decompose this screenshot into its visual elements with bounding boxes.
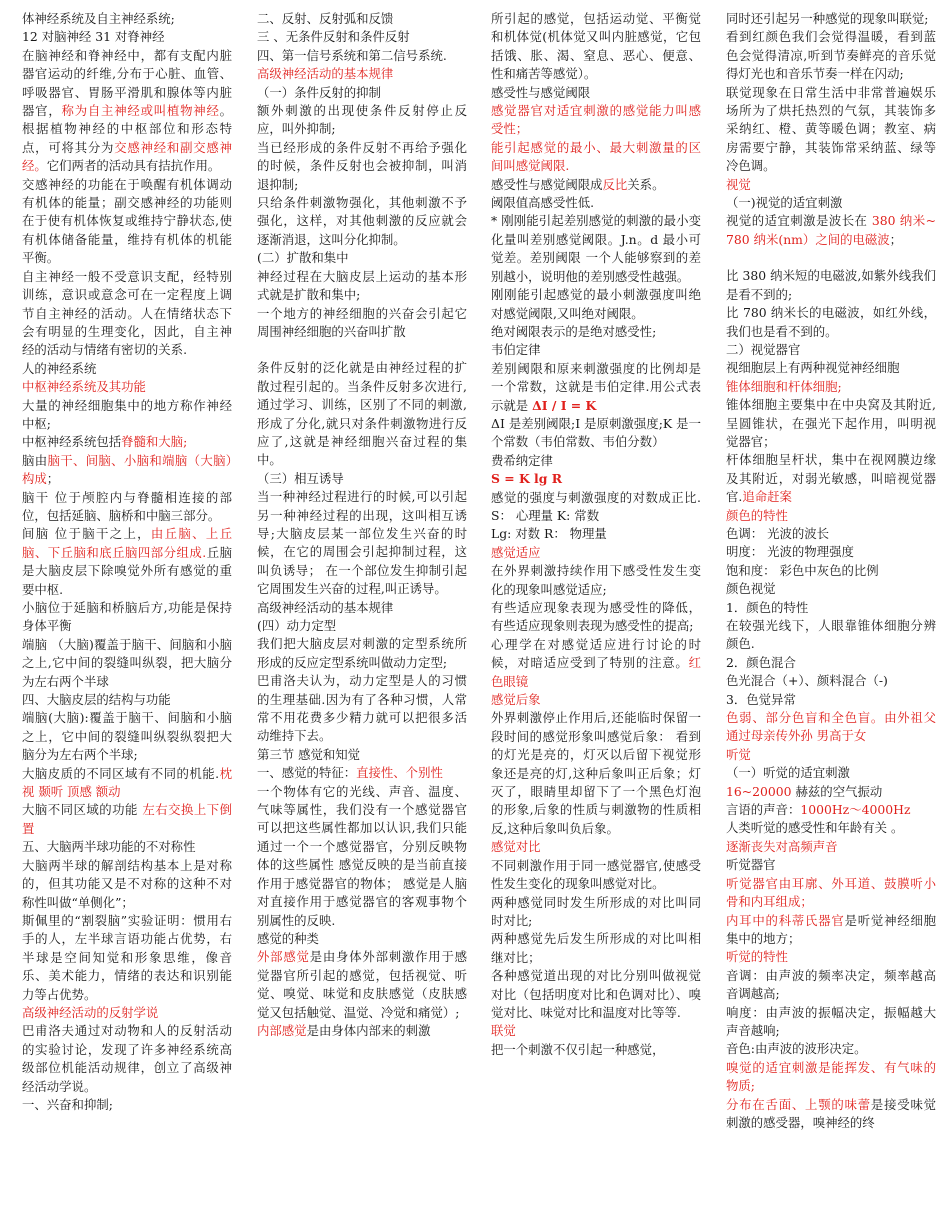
highlighted-text: 分布在舌面、上颚的味蕾 [726, 1096, 871, 1112]
text-paragraph [22, 1096, 232, 1114]
text-paragraph [22, 360, 232, 378]
text-run: 斯佩里的“割裂脑”实验证明：惯用右手的人，左半球言语功能占优势，右半球是空间知觉和形象思维，像音乐、美术能力，情绪的表达和识别能力等占优势。 [22, 912, 232, 1002]
text-column-4 [726, 10, 936, 1132]
highlighted-text: 高级神经活动的反射学说 [22, 1004, 159, 1020]
text-run: 是由身体外部刺激作用于感觉器官所引起的感觉，包括视觉、听觉、嗅觉、味觉和皮肤感觉（皮肤感觉又包括触觉、温觉、冷觉和痛觉）; [257, 949, 468, 1020]
text-run: 视细胞层上有两种视觉神经细胞 [726, 360, 900, 376]
highlighted-text: 感觉后象 [491, 692, 541, 708]
text-paragraph [257, 617, 467, 635]
text-run: 一个地方的神经细胞的兴奋会引起它周围神经细胞的兴奋叫扩散 [257, 305, 467, 339]
highlighted-text: 16~20000 [726, 783, 792, 799]
text-paragraph [257, 488, 467, 598]
text-paragraph [491, 212, 701, 286]
text-paragraph [491, 709, 701, 838]
text-paragraph [726, 1059, 936, 1096]
text-run: 是听觉神经细胞集中的地方； [726, 912, 937, 946]
text-paragraph [726, 212, 936, 249]
text-paragraph [491, 894, 701, 931]
text-run: 比 380 纳米短的电磁波,如紫外线我们是看不到的; [726, 268, 936, 302]
text-paragraph [726, 451, 936, 506]
text-paragraph [491, 967, 701, 1022]
highlighted-text: 内部感觉 [257, 1022, 307, 1038]
text-run: 关系。 [627, 176, 665, 192]
text-paragraph [726, 709, 936, 746]
text-paragraph [491, 415, 701, 452]
text-paragraph [22, 912, 232, 1004]
text-run: 言语的声音： [726, 802, 801, 818]
highlighted-text: 380 纳米~780 纳米(nm）之间的电磁波 [726, 213, 936, 247]
highlighted-text: 感觉适应 [491, 544, 541, 560]
text-run: 外界刺激停止作用后,还能临时保留一段时间的感觉形象叫感觉后象： 看到的灯光是亮的，灯灭以后留下视觉形象还是亮的灯,这种后象叫正后象；灯灭了，眼睛里却留下了一个黑色灯泡的形象,后象的性质与刺激物的性质相反,这种后象叫负后象。 [491, 710, 701, 836]
text-paragraph [22, 176, 232, 268]
text-run: 间脑 位于脑干之上， [22, 526, 151, 542]
text-paragraph [726, 764, 936, 782]
text-paragraph [726, 359, 936, 377]
text-run: 端脑 （大脑)覆盖于脑干、间脑和小脑之上,它中间的裂缝叫纵裂，把大脑分为左右两个半球 [22, 636, 232, 689]
text-paragraph [257, 305, 467, 342]
text-run: 自主神经一般不受意识支配，经特别训练，意识或意念可在一定程度上调节自主神经的活动。人在情绪状态下会有明显的生理变化，因此，自主神经的活动与情绪有密切的关系. [22, 268, 232, 358]
text-paragraph [257, 599, 467, 617]
text-paragraph [491, 525, 701, 543]
text-run: 大脑皮质的不同区域有不同的机能. [22, 765, 220, 781]
text-paragraph [22, 691, 232, 709]
text-run: 小脑位于延脑和桥脑后方,功能是保持身体平衡 [22, 600, 232, 634]
highlighted-text: 联觉 [491, 1023, 516, 1039]
text-paragraph [726, 654, 936, 672]
text-paragraph [22, 801, 232, 838]
highlighted-text: 嗅觉的适宜刺激是能挥发、有气味的物质; [726, 1059, 936, 1094]
text-run: 2．颜色混合 [726, 654, 796, 670]
text-run: 1．颜色的特性 [726, 599, 809, 615]
highlighted-text: 逐渐丧失对高频声音 [726, 838, 838, 854]
highlighted-text: 听觉器官由耳廓、外耳道、鼓膜听小骨和内耳组成； [726, 875, 936, 910]
text-run: 各种感觉道出现的对比分别叫做视觉对比（包括明度对比和色调对比）、嗅觉对比、味觉对比和温度对比等等. [491, 968, 701, 1020]
text-run: （三）相互诱导 [257, 470, 344, 486]
text-run: 额外刺激的出现使条件反射停止反应，叫外抑制; [257, 103, 467, 137]
text-paragraph [257, 783, 467, 930]
text-paragraph [22, 636, 232, 691]
text-run: 饱和度： 彩色中灰色的比例 [726, 562, 879, 578]
text-paragraph [491, 194, 701, 212]
text-paragraph [257, 764, 467, 782]
text-paragraph [22, 452, 232, 489]
text-paragraph [726, 28, 936, 83]
text-run: 所引起的感觉，包括运动觉、平衡觉和机体觉(机体觉又叫内脏感觉，它包括饿、胀、渴、窒息、恶心、便意、性和痛苦等感觉）。 [491, 11, 701, 82]
text-run: ΔI 是差别阈限;I 是原刺激强度;K 是一个常数（韦伯常数、韦伯分数） [491, 415, 701, 450]
highlighted-text: 色弱、部分色盲和全色盲。由外祖父通过母亲传外孙 男高于女 [726, 710, 936, 744]
text-paragraph [257, 47, 467, 65]
text-run: 体神经系统及自主神经系统; [22, 11, 175, 26]
text-paragraph [491, 341, 701, 359]
highlighted-text: 交感神经和副交感神经。 [22, 139, 233, 174]
text-paragraph [257, 746, 467, 764]
text-run: 当一种神经过程进行的时候,可以引起另一种神经过程的出现，这叫相互诱导;大脑皮层某一部位发生兴奋的时候，在它的周围会引起抑制过程，这叫负诱导； 在一个部位发生抑制引起它周围发生兴奋的过程,叫正诱导。 [257, 489, 467, 597]
text-paragraph [726, 194, 936, 212]
text-run: （一）听觉的适宜刺激 [726, 765, 850, 781]
text-paragraph [257, 1022, 467, 1040]
text-paragraph [726, 562, 936, 580]
text-run: Lg: 对数 R： 物理量 [491, 526, 607, 542]
highlighted-text: 左右交换上下倒置 [22, 802, 232, 836]
text-run: 看到红颜色我们会觉得温暖，看到蓝色会觉得清凉,听到节奏鲜亮的音乐觉得灯光也和音乐节奏一样在闪动; [726, 29, 936, 82]
text-run: 不同刺激作用于同一感觉器官,使感受性发生变化的现象叫感觉对比。 [491, 857, 701, 892]
text-paragraph [491, 452, 701, 470]
text-run: 人的神经系统 [22, 360, 97, 376]
text-run: 响度：由声波的振幅决定，振幅越大声音越响; [726, 1004, 936, 1038]
text-paragraph [22, 525, 232, 599]
text-run: 感受性与感觉阈限 [491, 84, 591, 100]
text-run: 三 、无条件反射和条件反射 [257, 29, 410, 45]
text-run: * 刚刚能引起差别感觉的刺激的最小变化量叫差别感觉阈限。J.n。d 最小可觉差。差别阈限 一个人能够察到的差别越小，说明他的差别感受性越强。 [491, 213, 701, 284]
text-run: 感觉的种类 [257, 930, 319, 946]
text-run: 刚刚能引起感觉的最小刺激强度叫绝对感觉阈限,又叫绝对阈限。 [491, 287, 701, 321]
text-run: 中枢神经系统包括 [22, 434, 122, 450]
text-paragraph [491, 1022, 701, 1040]
text-paragraph [22, 765, 232, 802]
text-run: 在较强光线下，人眼靠锥体细胞分辨颜色. [726, 618, 936, 652]
text-run: 3．色觉异常 [726, 691, 796, 707]
highlighted-text: 听觉 [726, 746, 751, 762]
text-run: 五、大脑两半球功能的不对称性 [22, 839, 196, 855]
highlighted-text: ΔI / I = K [532, 397, 597, 413]
text-run: 感受性与感觉阈限成 [491, 176, 603, 192]
text-run: 比 780 纳米长的电磁波，如红外线，我们也是看不到的。 [726, 305, 936, 339]
text-run: 丘脑是大脑皮层下除嗅觉外所有感觉的重要中枢. [22, 544, 232, 597]
highlighted-text: 脊髓和大脑; [121, 434, 188, 450]
text-paragraph [726, 801, 936, 819]
text-run: 巴甫洛夫认为，动力定型是人的习惯的生理基础.因为有了各种习惯，人常常不用花费多少精力就可以把很多活动维持下去。 [257, 673, 467, 744]
text-paragraph [22, 10, 232, 28]
highlighted-text: 反比 [602, 176, 628, 192]
text-paragraph [491, 84, 701, 102]
text-paragraph [726, 672, 936, 690]
text-run: 同时还引起另一种感觉的现象叫联觉; [726, 11, 929, 26]
text-run: 脑由 [22, 452, 48, 468]
text-paragraph [726, 378, 936, 396]
highlighted-text: 能引起感觉的最小、最大刺激量的区间叫感觉阈限. [491, 139, 701, 174]
text-run: 感觉的强度与刺激强度的对数成正比.S： 心理量 K: 常数 [491, 489, 701, 523]
highlighted-text: 脑干、间脑、小脑和端脑（大脑）构成 [22, 452, 232, 487]
text-paragraph [491, 930, 701, 967]
text-paragraph [726, 304, 936, 341]
text-paragraph [726, 1040, 936, 1058]
highlighted-text: 感觉对比 [491, 839, 541, 855]
highlighted-text: 枕视 颞听 顶感 额动 [22, 765, 232, 800]
text-run: 韦伯定律 [491, 342, 541, 358]
highlighted-text: 红色眼镜 [491, 655, 701, 689]
text-paragraph [257, 28, 467, 46]
text-paragraph [22, 397, 232, 434]
text-paragraph [257, 930, 467, 948]
text-run: 。根据植物神经的中枢部位和形态特点，可将其分为 [22, 103, 233, 155]
text-paragraph [726, 599, 936, 617]
text-paragraph [491, 102, 701, 139]
text-run: 色调： 光波的波长 [726, 525, 830, 541]
text-paragraph [491, 857, 701, 894]
text-paragraph [726, 525, 936, 543]
text-run: 杆体细胞呈杆状，集中在视网膜边缘及其附近，对弱光敏感，叫暗视觉器官. [726, 452, 936, 505]
text-paragraph [726, 176, 936, 194]
text-run: 巴甫洛夫通过对动物和人的反射活动的实验讨论，发现了许多神经系统高级部位机能活动规律，创立了高级神经活动学说。 [22, 1023, 232, 1094]
text-run: 它们两者的活动具有拮抗作用。 [46, 158, 221, 174]
text-paragraph [491, 1041, 701, 1059]
text-run: 色光混合（+）、颜料混合（-) [726, 673, 888, 689]
text-paragraph [726, 875, 936, 912]
highlighted-text: 外部感觉 [257, 949, 310, 965]
text-paragraph [726, 948, 936, 966]
text-run: 二、反射、反射弧和反馈 [257, 11, 394, 26]
highlighted-text: 听觉的特性 [726, 949, 788, 965]
text-paragraph [257, 194, 467, 249]
text-run: 费希纳定律 [491, 452, 553, 468]
text-paragraph [257, 359, 467, 469]
highlighted-text: 视觉 [726, 176, 751, 192]
text-paragraph [726, 543, 936, 561]
text-paragraph [22, 489, 232, 526]
text-run: 在外界刺激持续作用下感受性发生变化的现象叫感觉适应; [491, 563, 701, 597]
text-run: （一）条件反射的抑制 [257, 84, 381, 100]
text-paragraph [257, 268, 467, 305]
text-run: 12 对脑神经 31 对脊神经 [22, 29, 165, 45]
text-paragraph [257, 672, 467, 746]
text-run: 神经过程在大脑皮层上运动的基本形式就是扩散和集中; [257, 268, 467, 303]
text-paragraph [22, 433, 232, 451]
text-run: 把一个刺激不仅引起一种感觉， [491, 1041, 665, 1057]
text-paragraph [491, 10, 701, 84]
text-run: 是接受味觉刺激的感受器，嗅神经的终 [726, 1096, 937, 1130]
text-paragraph [726, 1096, 936, 1133]
text-run: （一)视觉的适宜刺激 [726, 195, 843, 211]
text-paragraph [491, 489, 701, 526]
text-paragraph [257, 139, 467, 194]
text-run: 音调：由声波的频率决定，频率越高音调越高; [726, 967, 936, 1002]
highlighted-text: 颜色的特性 [726, 507, 788, 523]
text-run: 人类听觉的感受性和年龄有关 。 [726, 820, 904, 836]
text-paragraph [491, 360, 701, 415]
text-run: (二）扩散和集中 [257, 250, 349, 266]
text-paragraph [491, 286, 701, 323]
highlighted-text: 直接性、个别性 [356, 765, 443, 781]
text-paragraph [726, 84, 936, 176]
text-run: 颜色视觉 [726, 581, 776, 597]
text-run: 我们把大脑皮层对刺激的定型系统所形成的反应定型系统叫做动力定型; [257, 636, 467, 670]
text-paragraph [726, 819, 936, 837]
text-paragraph [726, 856, 936, 874]
text-paragraph [22, 857, 232, 912]
text-paragraph [491, 691, 701, 709]
highlighted-text: 追命赶案 [742, 489, 792, 505]
text-paragraph [257, 635, 467, 672]
text-run: 一个物体有它的光线、声音、温度、气味等属性，我们没有一个感觉器官可以把这些属性都加以认识,我们只能通过一个一个感觉器官，分别反映物体的这些属性 感觉反映的是当前直接作用于感觉器官的物体； 感觉是人脑对直接作用于感觉器官的客观事物个别属性的反映. [257, 783, 467, 928]
text-paragraph [22, 268, 232, 360]
text-paragraph [257, 65, 467, 83]
text-column-1 [22, 10, 232, 1114]
text-paragraph [22, 709, 232, 764]
text-paragraph [726, 341, 936, 359]
text-paragraph [726, 746, 936, 764]
text-paragraph [491, 562, 701, 599]
text-run: 大脑两半球的解剖结构基本上是对称的，但其功能又是不对称的这种不对称性叫做“单侧化”； [22, 857, 232, 910]
text-run: 差别阈限和原来刺激强度的比例却是一个常数，这就是韦伯定律.用公式表示就是 [491, 360, 701, 413]
text-run: 音色:由声波的波形决定。 [726, 1041, 867, 1057]
text-run: 大量的神经细胞集中的地方称作神经中枢; [22, 397, 232, 431]
text-paragraph [491, 323, 701, 341]
text-run: (四）动力定型 [257, 618, 337, 633]
text-paragraph [22, 838, 232, 856]
text-run: 第三节 感觉和知觉 [257, 746, 361, 762]
text-paragraph [257, 470, 467, 488]
highlighted-text: 锥体细胞和杆体细胞; [726, 378, 842, 394]
text-run: 有些适应现象表现为感受性的降低，有些适应现象则表现为感受性的提高; [491, 600, 701, 634]
text-run: 高级神经活动的基本规律 [257, 599, 394, 615]
text-run: ； [46, 471, 60, 487]
text-run: 交感神经的功能在于唤醒有机体调动有机体的能量；副交感神经的功能则在于使有机体恢复或维持宁静状态,使有机体储备能量，维持有机体的机能平衡。 [22, 176, 232, 266]
text-run: 听觉器官 [726, 857, 776, 873]
text-paragraph [22, 378, 232, 396]
text-run: 一、兴奋和抑制; [22, 1096, 113, 1112]
text-paragraph [22, 28, 232, 46]
text-run: 绝对阈限表示的是绝对感受性; [491, 323, 657, 339]
text-run: 明度： 光波的物理强度 [726, 544, 854, 560]
text-run: 脑干 位于颅腔内与脊髓相连接的部位，包括延脑、脑桥和中脑三部分。 [22, 489, 232, 523]
text-run: 只给条件刺激物强化，其他刺激不予强化，这样，对其他刺激的反应就会逐渐消退，这叫分化抑制。 [257, 195, 467, 247]
text-run: 当已经形成的条件反射不再给予强化的时候，条件反射也会被抑制，叫消退抑制; [257, 139, 467, 192]
highlighted-text: 1000Hz～4000Hz [800, 802, 911, 818]
highlighted-text: 由丘脑、上丘脑、下丘脑和底丘脑四部分组成. [22, 526, 232, 560]
text-paragraph [726, 838, 936, 856]
text-paragraph [257, 84, 467, 102]
text-paragraph [257, 102, 467, 139]
text-paragraph [491, 139, 701, 176]
text-run: 心理学在对感觉适应进行讨论的时候，对暗适应受到了特别的注意。 [491, 636, 701, 671]
text-paragraph [491, 636, 701, 691]
text-paragraph [726, 10, 936, 28]
text-run: 赫兹的空气振动 [791, 783, 883, 799]
text-run: 视觉的适宜刺激是波长在 [726, 213, 872, 229]
text-paragraph [257, 249, 467, 267]
text-run: 在脑神经和脊神经中，都有支配内脏器官运动的纤维,分布于心脏、血管、呼吸器官、胃肠平滑肌和腺体等内脏器官， [22, 47, 232, 119]
text-paragraph [726, 617, 936, 654]
text-run: 阈限值高感受性低. [491, 195, 595, 211]
text-run: 大脑不同区域的功能 [22, 802, 143, 818]
text-paragraph [257, 948, 467, 1022]
text-run: 一、感觉的特征： [257, 765, 357, 781]
text-run: ； [889, 231, 903, 247]
text-run: 锥体细胞主要集中在中央窝及其附近,呈圆锥状，在强光下起作用，叫明视觉器官； [726, 397, 936, 449]
text-run: 二）视觉器官 [726, 341, 801, 357]
text-column-3 [491, 10, 701, 1059]
text-paragraph [491, 544, 701, 562]
text-paragraph [22, 1004, 232, 1022]
highlighted-text: 中枢神经系统及其功能 [22, 379, 146, 395]
text-column-2 [257, 10, 467, 1040]
text-paragraph [726, 267, 936, 304]
text-paragraph [726, 507, 936, 525]
text-paragraph [491, 838, 701, 856]
text-paragraph [22, 599, 232, 636]
text-paragraph [726, 783, 936, 801]
text-paragraph [726, 691, 936, 709]
text-paragraph [726, 396, 936, 451]
text-paragraph [726, 912, 936, 949]
highlighted-text: 称为自主神经或叫植物神经 [61, 103, 220, 119]
text-run: 两种感觉同时发生所形成的对比叫同时对比; [491, 894, 701, 928]
highlighted-text: 高级神经活动的基本规律 [257, 66, 394, 82]
text-paragraph [491, 599, 701, 636]
text-paragraph [491, 176, 701, 194]
text-run: 联觉现象在日常生活中非常普遍娱乐场所为了烘托热烈的气氛，其装饰多采纳红、橙、黄等暖色调；教室、病房需要宁静，其装饰常采纳蓝、绿等冷色调。 [726, 84, 936, 174]
text-paragraph [22, 1022, 232, 1096]
text-run: 四、大脑皮层的结构与功能 [22, 692, 171, 708]
text-run: 条件反射的泛化就是由神经过程的扩散过程引起的。当条件反射多次进行,通过学习、训练，区别了不同的刺激,形成了分化,就只对条件刺激物进行反应了,这就是神经细胞兴奋过程的集中。 [257, 360, 467, 468]
text-run: 两种感觉先后发生所形成的对比叫相继对比； [491, 931, 701, 965]
text-paragraph [726, 1004, 936, 1041]
text-paragraph [257, 10, 467, 28]
text-paragraph [726, 580, 936, 598]
text-paragraph [726, 967, 936, 1004]
highlighted-text: S = K lg R [491, 471, 563, 487]
highlighted-text: 感觉器官对适宜刺激的感觉能力叫感受性； [491, 103, 701, 137]
text-run: 端脑(大脑):覆盖于脑干、间脑和小脑之上，它中间的裂缝叫纵裂纵裂把大脑分为左右两个半球; [22, 710, 232, 763]
text-paragraph [22, 47, 232, 176]
highlighted-text: 内耳中的科蒂氏器官 [726, 912, 845, 928]
text-paragraph [491, 470, 701, 488]
text-run: 是由身体内部来的刺激 [306, 1022, 431, 1038]
text-run: 四、第一信号系统和第二信号系统. [257, 47, 447, 63]
